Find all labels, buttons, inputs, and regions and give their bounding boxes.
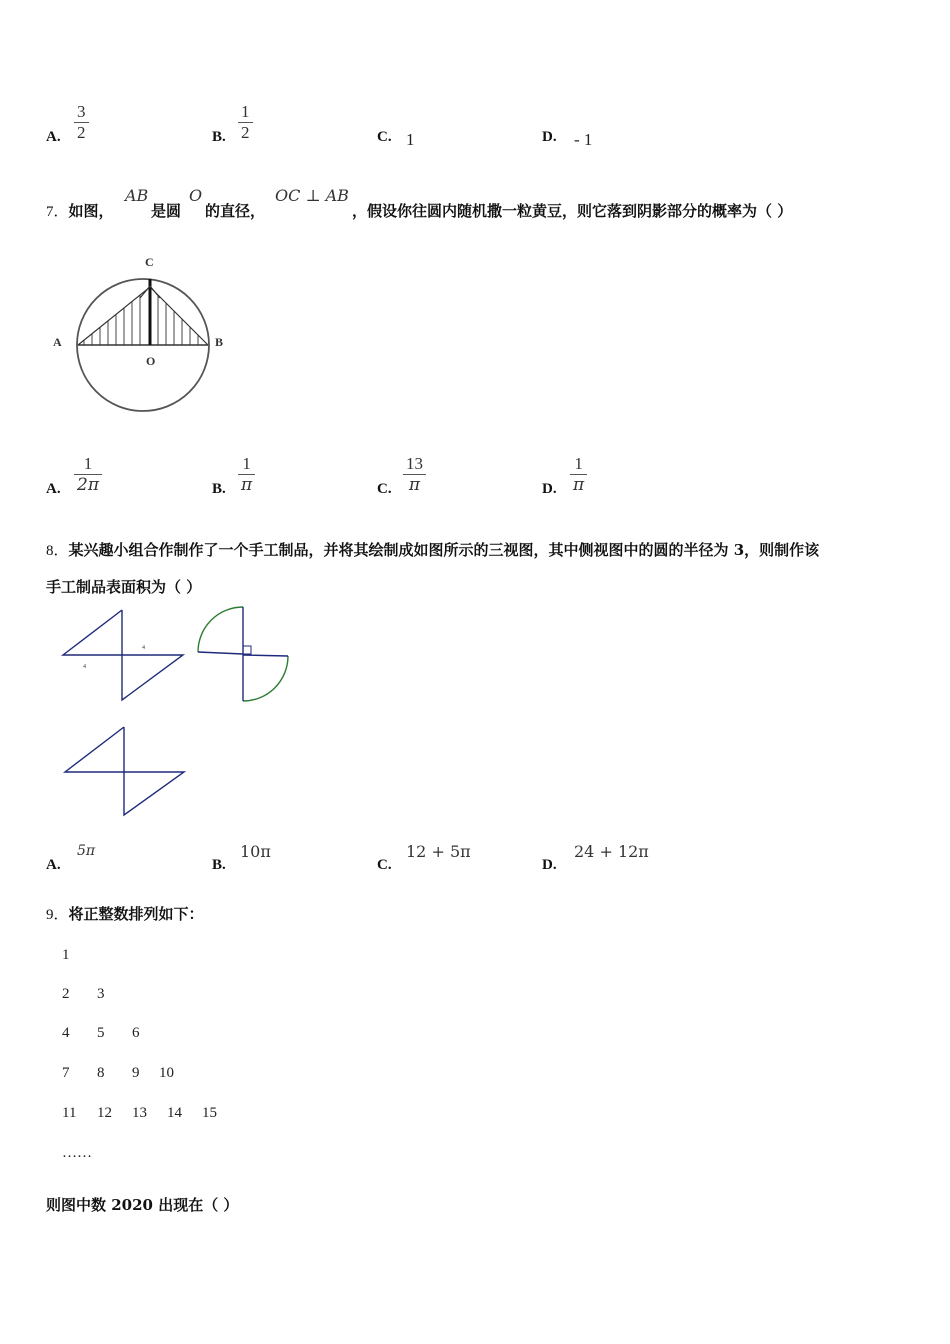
q8-side-view-horizontal [198, 652, 243, 654]
q6-option-a-numerator: 3 [77, 102, 86, 121]
q8-front-view-shape [63, 610, 183, 700]
q7-math-o: O [189, 186, 203, 205]
q8-option-d-letter[interactable]: D. [542, 857, 557, 873]
q9-row-4-cell-3: 9 [132, 1065, 140, 1081]
q8-side-view [192, 602, 297, 707]
q8-line-2: 手工制品表面积为（ ） [46, 578, 202, 596]
q7-option-a-letter[interactable]: A. [46, 481, 61, 497]
q7-option-b-letter[interactable]: B. [212, 481, 226, 497]
q8-side-view-horizontal-2 [243, 655, 288, 656]
q7-text-4: ，假设你往圆内随机撒一粒黄豆，则它落到阴影部分的概率为（ ） [352, 202, 793, 220]
q6-option-a-fraction [74, 102, 89, 143]
q7-option-a-fraction [74, 454, 102, 495]
q7-option-a-numerator: 1 [83, 454, 93, 473]
q9-row-3-cell-2: 5 [97, 1025, 105, 1041]
q9-text-content: 将正整数排列如下： [68, 905, 204, 923]
q9-row-2-cell-1: 2 [62, 986, 70, 1002]
q8-side-view-right-angle [243, 646, 251, 654]
q8-number: 8． [46, 543, 69, 559]
q7-math-ab: AB [125, 186, 149, 205]
q9-row-5-cell-2: 12 [97, 1105, 112, 1121]
q8-top-view [55, 722, 195, 822]
q9-row-3-cell-3: 6 [132, 1025, 140, 1041]
q7-number: 7． [46, 204, 69, 220]
q8-side-view-upper-arc [198, 607, 243, 652]
q7-math-oc-perp-ab: OC ⊥ AB [275, 186, 349, 205]
q9-row-5-cell-5: 15 [202, 1105, 217, 1121]
q6-option-a-denominator: 2 [74, 122, 89, 143]
q8-option-b-letter[interactable]: B. [212, 857, 226, 873]
q7-label-o: O [146, 354, 156, 368]
q7-option-b-fraction [238, 454, 255, 495]
q8-option-a-value: 5π [77, 843, 96, 859]
q7-option-d-fraction [570, 454, 587, 495]
q7-text-3: 的直径， [205, 202, 266, 220]
q8-line-1-content: 某兴趣小组合作制作了一个手工制品，并将其绘制成如图所示的三视图，其中侧视图中的圆的半径为 3，则制作该 [68, 541, 820, 559]
q9-row-4-cell-1: 7 [62, 1065, 70, 1081]
q7-text-1 [46, 200, 114, 221]
q7-option-d-denominator [570, 474, 587, 495]
q8-option-d-value: 24 + 12π [574, 842, 649, 861]
q9-question: 则图中数 2020 出现在（ ） [46, 1196, 239, 1214]
q8-option-a-letter[interactable]: A. [46, 857, 61, 873]
q6-option-d-value: - 1 [574, 130, 593, 149]
q9-row-1-cell-1: 1 [62, 947, 70, 963]
q8-front-view-label-top: 4 [142, 645, 145, 651]
q9-row-4-cell-2: 8 [97, 1065, 105, 1081]
q8-top-view-shape [65, 727, 184, 815]
q7-text-1-content: 如图， [68, 202, 114, 220]
q9-number: 9． [46, 907, 69, 923]
q6-option-a-letter[interactable]: A. [46, 129, 61, 145]
q7-option-d-den-text: π [573, 475, 585, 495]
q9-row-5-cell-1: 11 [62, 1105, 77, 1121]
q9-text [46, 903, 204, 924]
q6-option-d-letter[interactable]: D. [542, 129, 557, 145]
q8-front-view [55, 605, 195, 705]
q9-ellipsis: …… [62, 1145, 92, 1161]
q7-option-c-denominator [403, 474, 426, 495]
q6-option-b-letter[interactable]: B. [212, 129, 226, 145]
q7-option-c-fraction [403, 454, 426, 495]
q7-text-2: 是圆 [151, 202, 182, 220]
q7-option-c-letter[interactable]: C. [377, 481, 392, 497]
q8-front-view-label-left: 4 [83, 664, 86, 670]
q7-label-a: A [53, 335, 62, 349]
q7-option-c-numerator: 13 [406, 454, 423, 473]
q7-option-b-numerator: 1 [242, 454, 251, 473]
q7-option-d-letter[interactable]: D. [542, 481, 557, 497]
q7-option-b-denominator [238, 474, 255, 495]
q7-circle-figure [40, 250, 240, 420]
q6-option-c-letter[interactable]: C. [377, 129, 392, 145]
q9-row-5-cell-3: 13 [132, 1105, 147, 1121]
q6-option-b-denominator: 2 [238, 122, 253, 143]
q8-side-view-lower-arc [243, 656, 288, 701]
q8-line-1 [46, 539, 819, 560]
q7-label-b: B [215, 335, 224, 349]
q7-option-a-den-text: 2π [77, 475, 99, 495]
q9-row-4-cell-4: 10 [159, 1065, 174, 1081]
q6-option-c-value: 1 [406, 130, 415, 149]
q8-option-b-value: 10π [240, 842, 271, 861]
q8-option-c-value: 12 + 5π [406, 842, 471, 861]
q7-option-d-numerator: 1 [574, 454, 583, 473]
q7-option-a-denominator [74, 474, 102, 495]
q9-row-2-cell-2: 3 [97, 986, 105, 1002]
q7-triangle [78, 287, 208, 345]
q9-row-3-cell-1: 4 [62, 1025, 70, 1041]
q6-option-b-numerator: 1 [241, 102, 250, 121]
q7-option-b-den-text: π [241, 475, 253, 495]
q7-label-c: C [145, 255, 154, 269]
q8-option-c-letter[interactable]: C. [377, 857, 392, 873]
q6-option-b-fraction [238, 102, 253, 143]
q9-row-5-cell-4: 14 [167, 1105, 182, 1121]
q7-option-c-den-text: π [408, 475, 421, 495]
